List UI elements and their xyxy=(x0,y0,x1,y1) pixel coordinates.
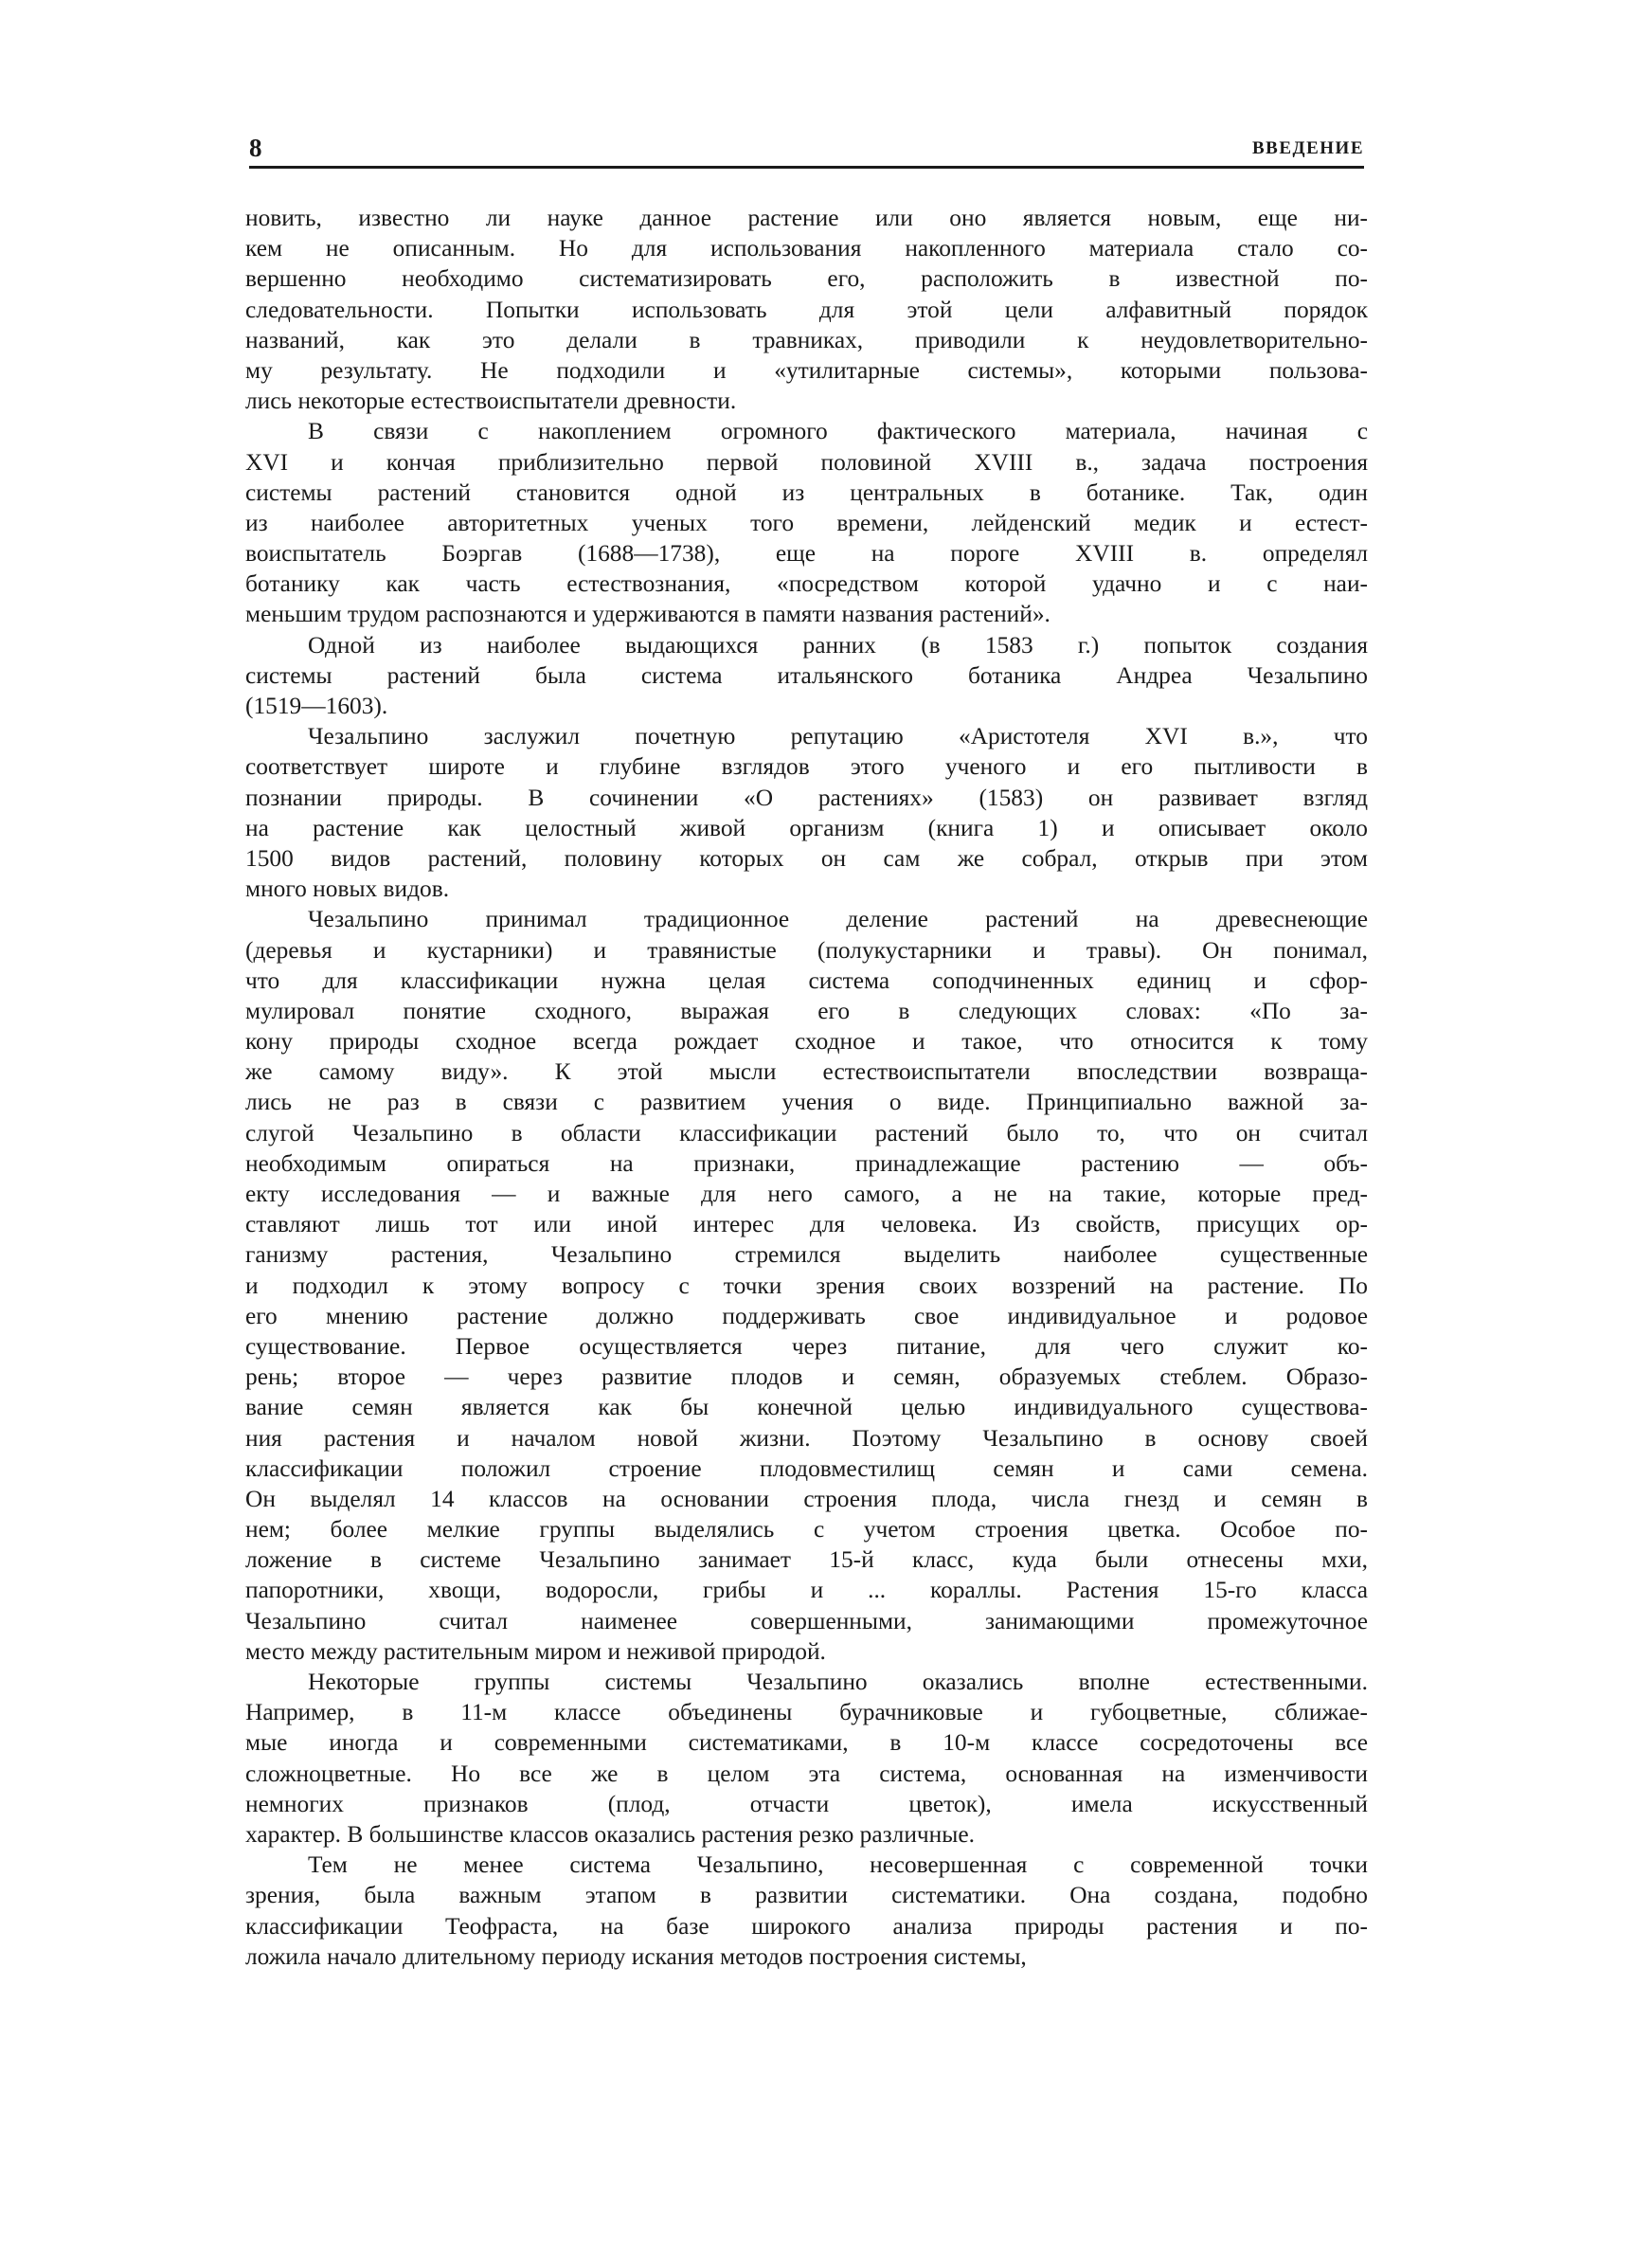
text-line: слугой Чезальпино в области классификации растений было то, что он считал xyxy=(245,1119,1368,1147)
text-line: ботанику как часть естествознания, «посредством которой удачно и с наи- xyxy=(245,570,1368,598)
text-line: системы растений была система итальянского ботаника Андреа Чезальпино xyxy=(245,661,1368,689)
text-line: Одной из наиболее выдающихся ранних (в 1583 г.) попыток создания xyxy=(308,631,1368,659)
text-line: существование. Первое осуществляется через питание, для чего служит ко- xyxy=(245,1332,1368,1360)
text-line: его мнению растение должно поддерживать свое индивидуальное и родовое xyxy=(245,1302,1368,1329)
text-line: названий, как это делали в травниках, приводили к неудовлетворительно- xyxy=(245,326,1368,353)
text-line: классификации Теофраста, на базе широкого анализа природы растения и по- xyxy=(245,1912,1368,1940)
text-line: следовательности. Попытки использовать для этой цели алфавитный порядок xyxy=(245,296,1368,323)
text-line: новить, известно ли науке данное растение или оно является новым, еще ни- xyxy=(245,205,1368,231)
text-line: место между растительным миром и неживой природой. xyxy=(245,1637,826,1665)
paragraph xyxy=(245,630,1368,722)
text-line: лись некоторые естествоиспытатели древности. xyxy=(245,388,737,415)
paragraph xyxy=(245,904,1368,1667)
text-line: му результату. Не подходили и «утилитарные системы», которыми пользова- xyxy=(245,356,1368,384)
text-line: ложение в системе Чезальпино занимает 15-й класс, куда были отнесены мхи, xyxy=(245,1546,1368,1574)
header-rule xyxy=(249,166,1364,169)
paragraph xyxy=(245,416,1368,629)
text-line: познании природы. В сочинении «О растениях» (1583) он развивает взгляд xyxy=(245,784,1368,811)
text-line: системы растений становится одной из центральных в ботанике. Так, один xyxy=(245,478,1368,506)
body-text xyxy=(245,203,1368,1972)
text-line: же самому виду». К этой мысли естествоиспытатели впоследствии возвраща- xyxy=(245,1058,1368,1086)
section-title: ВВЕДЕНИЕ xyxy=(1252,138,1364,158)
text-line: и подходил к этому вопросу с точки зрения своих воззрений на растение. По xyxy=(245,1272,1368,1299)
text-line: из наиболее авторитетных ученых того времени, лейденский медик и естест- xyxy=(245,509,1368,536)
text-line: немногих признаков (плод, отчасти цветок), имела искусственный xyxy=(245,1790,1368,1817)
text-line: мулировал понятие сходного, выражая его в следующих словах: «По за- xyxy=(245,997,1368,1024)
text-line: ставляют лишь тот или иной интерес для человека. Из свойств, присущих ор- xyxy=(245,1211,1368,1238)
text-line: В связи с накоплением огромного фактического материала, начиная с xyxy=(308,418,1368,445)
text-line: екту исследования — и важные для него самого, а не на такие, которые пред- xyxy=(245,1181,1368,1207)
text-line: Чезальпино принимал традиционное деление растений на древеснеющие xyxy=(308,906,1368,933)
text-line: сложноцветные. Но все же в целом эта система, основанная на изменчивости xyxy=(245,1760,1368,1787)
text-line: вание семян является как бы конечной целью индивидуального существова- xyxy=(245,1394,1368,1421)
paragraph xyxy=(245,721,1368,904)
running-head xyxy=(249,133,1364,167)
paragraph xyxy=(245,203,1368,416)
text-line: соответствует широте и глубине взглядов этого ученого и его пытливости в xyxy=(245,753,1368,781)
text-line: XVI и кончая приблизительно первой половиной XVIII в., задача построения xyxy=(245,448,1368,476)
text-line: Чезальпино заслужил почетную репутацию «Аристотеля XVI в.», что xyxy=(308,723,1368,750)
page-number: 8 xyxy=(249,134,262,162)
text-line: зрения, была важным этапом в развитии систематики. Она создана, подобно xyxy=(245,1882,1368,1909)
text-line: 1500 видов растений, половину которых он сам же собрал, открыв при этом xyxy=(245,844,1368,872)
text-line: ганизму растения, Чезальпино стремился выделить наиболее существенные xyxy=(245,1241,1368,1269)
text-line: папоротники, хвощи, водоросли, грибы и ... кораллы. Растения 15-го класса xyxy=(245,1577,1368,1604)
text-line: Например, в 11-м классе объединены бурачниковые и губоцветные, сближае- xyxy=(245,1699,1368,1726)
text-line: Он выделял 14 классов на основании строения плода, числа гнезд и семян в xyxy=(245,1485,1368,1512)
text-line: меньшим трудом распознаются и удерживаются в памяти названия растений». xyxy=(245,601,1050,628)
text-line: ложила начало длительному периоду искания методов построения системы, xyxy=(245,1942,1027,1970)
text-line: (деревья и кустарники) и травянистые (полукустарники и травы). Он понимал, xyxy=(245,936,1368,964)
text-line: рень; второе — через развитие плодов и семян, образуемых стеблем. Образо- xyxy=(245,1363,1368,1391)
paragraph xyxy=(245,1667,1368,1850)
text-line: (1519—1603). xyxy=(245,693,388,719)
text-line: ния растения и началом новой жизни. Поэтому Чезальпино в основу своей xyxy=(245,1424,1368,1452)
text-line: классификации положил строение плодовместилищ семян и сами семена. xyxy=(245,1454,1368,1482)
text-line: Чезальпино считал наименее совершенными, занимающими промежуточное xyxy=(245,1607,1368,1634)
text-line: необходимым опираться на признаки, принадлежащие растению — объ- xyxy=(245,1149,1368,1177)
text-line: Некоторые группы системы Чезальпино оказались вполне естественными. xyxy=(308,1669,1368,1695)
text-line: на растение как целостный живой организм (книга 1) и описывает около xyxy=(245,814,1368,841)
text-line: мые иногда и современными систематиками, в 10-м классе сосредоточены все xyxy=(245,1729,1368,1757)
text-line: кону природы сходное всегда рождает сходное и такое, что относится к тому xyxy=(245,1028,1368,1056)
text-line: кем не описанным. Но для использования накопленного материала стало со- xyxy=(245,235,1368,262)
text-line: что для классификации нужна целая система соподчиненных единиц и сфор- xyxy=(245,966,1368,994)
text-line: воиспытатель Боэргав (1688—1738), еще на пороге XVIII в. определял xyxy=(245,540,1368,568)
text-line: лись не раз в связи с развитием учения о виде. Принципиально важной за- xyxy=(245,1089,1368,1116)
text-line: вершенно необходимо систематизировать его, расположить в известной по- xyxy=(245,265,1368,293)
text-line: Тем не менее система Чезальпино, несовершенная с современной точки xyxy=(308,1851,1368,1879)
text-line: характер. В большинстве классов оказались растения резко различные. xyxy=(245,1820,975,1848)
text-line: нем; более мелкие группы выделялись с учетом строения цветка. Особое по- xyxy=(245,1516,1368,1544)
text-line: много новых видов. xyxy=(245,876,450,903)
paragraph xyxy=(245,1850,1368,1972)
